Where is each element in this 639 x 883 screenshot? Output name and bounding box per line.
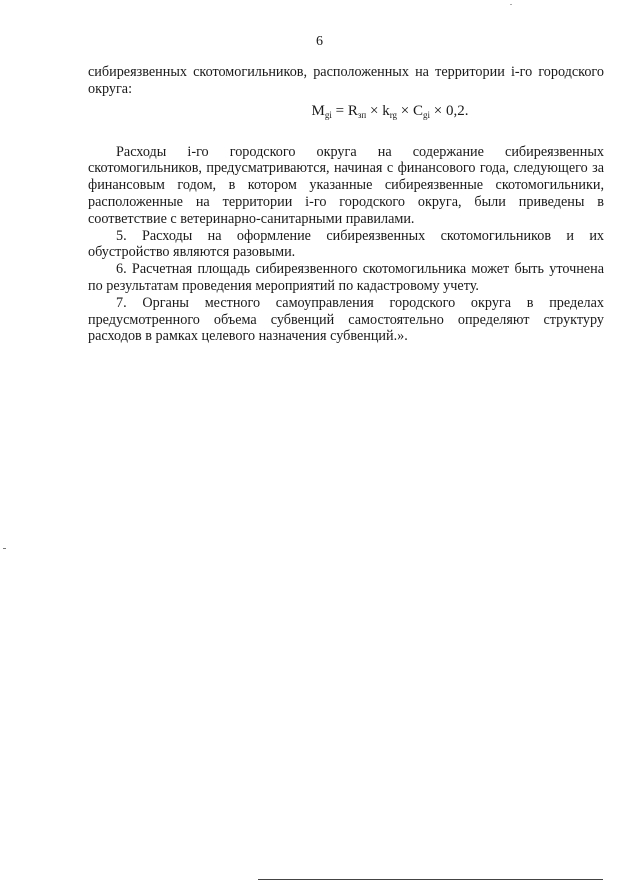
- paragraph-continuation: сибиреязвенных скотомогильников, расположенных на территории i-го городского округа:: [88, 64, 604, 97]
- formula-lhs-sub: gi: [324, 109, 332, 120]
- scan-artifact-mark: [3, 548, 6, 549]
- formula-k-sub: rg: [389, 109, 398, 120]
- formula-c: C: [413, 102, 424, 119]
- scan-artifact-line: [258, 879, 603, 880]
- paragraph-spacer: [88, 125, 604, 144]
- formula-tail: × 0,2.: [430, 102, 469, 119]
- formula-times-1: ×: [366, 102, 383, 119]
- formula-equals: =: [331, 102, 348, 119]
- formula-times-2: ×: [397, 102, 413, 119]
- formula-k: k: [382, 102, 390, 119]
- formula-c-sub: gi: [423, 109, 431, 120]
- formula-r: R: [347, 102, 358, 119]
- paragraph-item-7: 7. Органы местного самоуправления городского округа в пределах предусмотренного объема субвенций самостоятельно определяют структуру расходов в рамках целевого назначения субвенций.».: [88, 294, 604, 345]
- scan-artifact-dot: [510, 4, 512, 5]
- formula-r-sub: зп: [357, 109, 367, 120]
- page-number: 6: [316, 34, 323, 49]
- formula-lhs: M: [311, 102, 325, 119]
- formula: [88, 101, 604, 125]
- paragraph-item-6: 6. Расчетная площадь сибиреязвенного скотомогильника может быть уточнена по результатам проведения мероприятий по кадастровому учету.: [88, 261, 604, 294]
- paragraph-expenses-maintenance: Расходы i-го городского округа на содержание сибиреязвенных скотомогильников, предусматриваются, начиная с финансового года, следующего за финансовым годом, в котором указанные сибиреязвенные скотомогильники, расположенные на территории i-го городского округа, были приведены в соответствие с ветеринарно-санитарными правилами.: [88, 143, 604, 227]
- paragraph-item-5: 5. Расходы на оформление сибиреязвенных скотомогильников и их обустройство являются разовыми.: [88, 227, 604, 261]
- document-body: [88, 64, 604, 345]
